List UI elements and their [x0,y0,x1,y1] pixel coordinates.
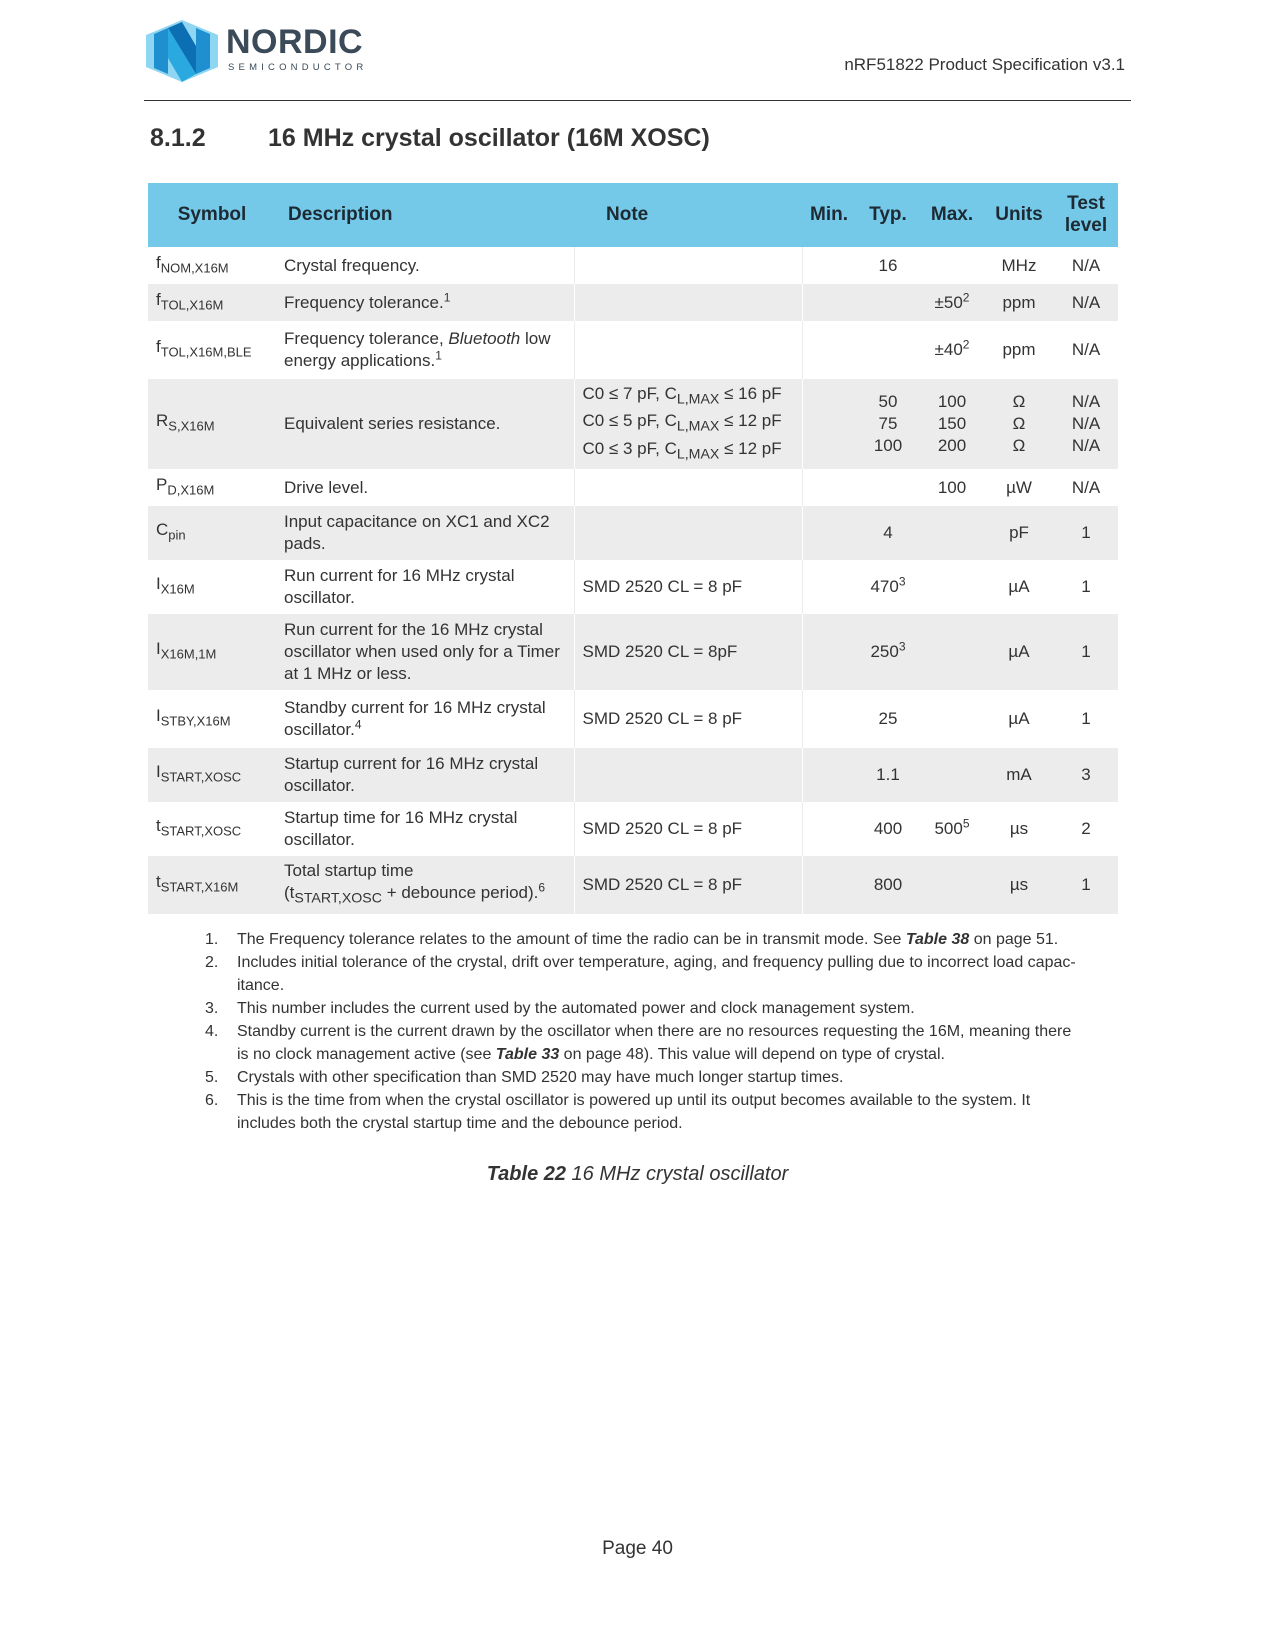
table-reference-link[interactable]: Table 33 [495,1046,560,1063]
table-row [148,690,1118,748]
cell-note: SMD 2520 CL = 8pF [574,614,802,690]
section-number: 8.1.2 [150,124,206,152]
col-header-test: Test [1067,193,1105,214]
cell-symbol: $f_{TOL,X16M,BLE}$ [156,337,252,360]
col-header-test-level [1054,183,1118,247]
cell-typ: $250^3$ [856,614,920,690]
cell-units: µW [1006,477,1032,497]
cell-units: mA [984,748,1054,802]
logo-subtitle: SEMICONDUCTOR [228,62,368,73]
cell-symbol: $f_{TOL,X16M}$ [148,284,276,321]
cell-min [802,247,856,284]
cell-typ: 16 [878,255,898,275]
cell-max [920,690,984,748]
table-row [148,506,1118,560]
cell-units: Ω Ω Ω [984,379,1054,469]
table-row [148,802,1118,856]
cell-max: $500^5$ [934,816,970,839]
logo-wordmark: NORDIC [226,23,364,61]
cell-units: µA [1008,709,1030,729]
cell-test-level: 1 [1054,614,1118,690]
cell-description: Crystal frequency. [284,255,420,275]
cell-min [802,856,856,914]
caption-text: 16 MHz crystal oscillator [566,1163,789,1185]
col-header-note: Note [574,183,802,247]
cell-min [802,321,856,379]
cell-max: $\pm 50^2$ [920,284,984,321]
cell-description: Run current for 16 MHz crystal oscillator. [284,566,515,608]
cell-symbol: $C_{pin}$ [148,506,276,560]
cell-max: $\pm 40^2$ [934,337,970,359]
table-row [148,748,1118,802]
cell-max [920,560,984,614]
cell-max: 100 [937,477,967,497]
cell-max: 100 150 200 [920,379,984,469]
cell-symbol: $I_{X16M,1M}$ [148,614,276,690]
cell-typ [856,321,920,379]
note-line: C0 ≤ 5 pF, $C_{L,MAX} \le 12$ pF [582,411,782,435]
table-row [148,469,1118,506]
header-divider [144,100,1131,101]
cell-units: µA [984,614,1054,690]
cell-note [574,469,802,506]
cell-min [802,560,856,614]
cell-description: Standby current for 16 MHz crystal oscillator.$^4$ [284,698,546,740]
page-number: Page 40 [602,1538,673,1559]
cell-description: Run current for the 16 MHz crystal oscillator when used only for a Timer at 1 MHz or less. [276,614,574,690]
cell-note: SMD 2520 CL = 8 pF [574,560,802,614]
cell-symbol: $I_{START,XOSC}$ [148,748,276,802]
cell-units: µA [1008,577,1030,597]
cell-note [574,247,802,284]
cell-max [920,748,984,802]
footnotes-list [205,928,1085,1135]
cell-min [802,748,856,802]
cell-note [574,321,802,379]
cell-description: Startup current for 16 MHz crystal oscillator. [276,748,574,802]
cell-units: pF [984,506,1054,560]
section-title: 16 MHz crystal oscillator (16M XOSC) [268,124,710,152]
col-header-min: Min. [802,183,856,247]
cell-typ: 50 75 100 [856,379,920,469]
table-caption [0,1163,1275,1186]
cell-min [802,469,856,506]
cell-symbol: $t_{START,XOSC}$ [156,816,242,839]
cell-description: Frequency tolerance, Bluetooth low energy applications.$^1$ [284,329,551,370]
cell-units: µs [1009,819,1029,839]
cell-typ [856,469,920,506]
cell-typ: $470^3$ [870,574,906,597]
cell-units: ppm [1002,340,1036,359]
cell-test-level: N/A [1071,255,1101,275]
cell-test-level: N/A [1071,340,1101,359]
cell-min [802,614,856,690]
cell-symbol: $I_{X16M}$ [156,574,195,597]
nordic-logo-icon [146,20,218,82]
cell-units: ppm [984,284,1054,321]
cell-typ: 25 [878,709,898,729]
footnote: 6. This is the time from when the crystal oscillator is powered up until its output becomes available to the system. It includes both the crystal startup time and the debounce period. [205,1092,1031,1132]
footnote: 4. Standby current is the current drawn by the oscillator when there are no resources requesting the 16M, meaning there is no clock management active (see Table 33 on page 48). This value will depend on type of crystal. [205,1023,1072,1063]
footnote: 1. The Frequency tolerance relates to the amount of time the radio can be in transmit mode. See Table 38 on page 51. [205,931,1059,948]
cell-units: MHz [1001,255,1037,275]
col-header-description: Description [276,183,574,247]
caption-label: Table 22 [486,1163,566,1185]
cell-description: Equivalent series resistance. [276,379,574,469]
table-row [148,284,1118,321]
cell-note: SMD 2520 CL = 8 pF [574,802,802,856]
col-header-units: Units [984,183,1054,247]
table-row [148,856,1118,914]
cell-symbol: $t_{START,X16M}$ [148,856,276,914]
cell-min [802,284,856,321]
cell-max [920,856,984,914]
cell-note [574,284,802,321]
note-line: C0 ≤ 7 pF, $C_{L,MAX} \le 16$ pF [582,384,782,408]
cell-note: SMD 2520 CL = 8 pF [574,856,802,914]
cell-description: Startup time for 16 MHz crystal oscillator. [284,808,518,850]
col-header-max: Max. [920,183,984,247]
cell-typ [856,284,920,321]
table-row [148,614,1118,690]
cell-note: SMD 2520 CL = 8 pF [574,690,802,748]
cell-max [920,506,984,560]
table-reference-link[interactable]: Table 38 [905,931,970,948]
footnote: 5. Crystals with other specification than SMD 2520 may have much longer startup times. [205,1069,844,1086]
table-row [148,321,1118,379]
col-header-symbol: Symbol [148,183,276,247]
col-header-typ: Typ. [856,183,920,247]
cell-symbol: $f_{NOM,X16M}$ [156,252,229,276]
cell-description: Input capacitance on XC1 and XC2 pads. [276,506,574,560]
cell-description: Frequency tolerance.$^1$ [276,284,574,321]
cell-typ: 400 [873,819,903,839]
cell-note [574,379,802,469]
cell-min [802,690,856,748]
cell-test-level: 2 [1081,819,1091,839]
footnote: 3. This number includes the current used by the automated power and clock management system. [205,1000,915,1017]
cell-test-level: 1 [1054,856,1118,914]
cell-symbol: $I_{STBY,X16M}$ [156,706,231,729]
cell-typ: 800 [856,856,920,914]
cell-max [920,247,984,284]
cell-min [802,379,856,469]
table-row [148,247,1118,284]
nordic-logo [146,20,368,82]
table-row [148,560,1118,614]
cell-note [574,506,802,560]
cell-test-level: 3 [1054,748,1118,802]
cell-min [802,506,856,560]
note-line: C0 ≤ 3 pF, $C_{L,MAX} \le 12$ pF [582,438,782,463]
cell-test-level: 1 [1081,709,1091,729]
cell-typ: 4 [856,506,920,560]
section-heading [150,124,710,153]
cell-typ: 1.1 [856,748,920,802]
cell-units: µs [984,856,1054,914]
cell-min [802,802,856,856]
table-row [148,379,1118,469]
cell-symbol: $R_{S,X16M}$ [148,379,276,469]
col-header-level: level [1064,215,1108,236]
table-header-row [148,183,1118,247]
cell-test-level: N/A N/A N/A [1054,379,1118,469]
footnote: 2. Includes initial tolerance of the crystal, drift over temperature, aging, and frequency pulling due to incorrect load capac-itance. [205,954,1076,994]
cell-description: Total startup time ($t_{START,XOSC}$ + debounce period).$^6$ [276,856,574,914]
cell-test-level: N/A [1071,477,1101,497]
cell-note [574,748,802,802]
cell-symbol: $P_{D,X16M}$ [156,474,215,498]
document-title: nRF51822 Product Specification v3.1 [844,55,1125,74]
cell-test-level: 1 [1054,506,1118,560]
cell-description: Drive level. [284,477,369,497]
cell-max [920,614,984,690]
cell-test-level: 1 [1081,577,1091,597]
cell-test-level: N/A [1054,284,1118,321]
spec-table [148,183,1118,914]
